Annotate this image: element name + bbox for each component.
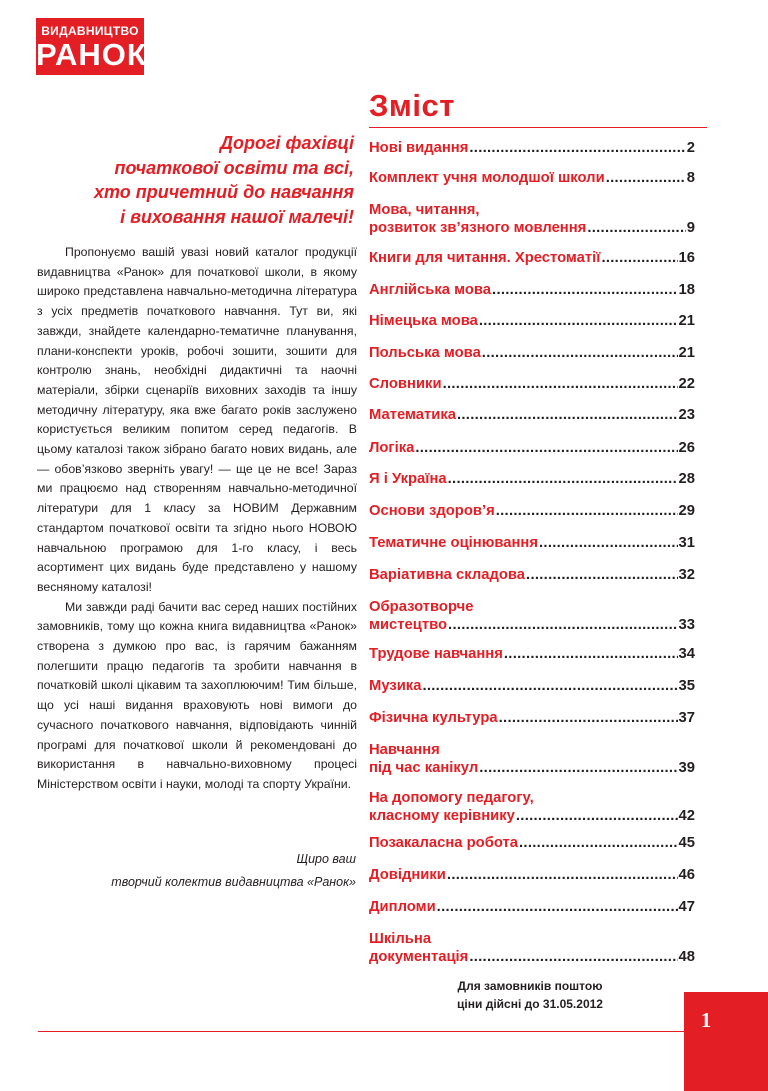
toc-dot-leader [422, 677, 677, 695]
toc-dot-leader [479, 312, 678, 330]
toc-item-row [369, 709, 695, 727]
toc-dot-leader [457, 406, 678, 424]
page-number-tab [684, 992, 768, 1091]
toc-item-row [369, 344, 695, 362]
toc-item-title: Англійська мова [369, 282, 492, 298]
toc-item-page: 31 [678, 535, 695, 551]
toc-item-page: 35 [678, 678, 695, 694]
page-number: 1 [700, 1008, 712, 1032]
toc-item-page: 26 [678, 440, 695, 456]
price-note [440, 977, 620, 1013]
footer-rule [38, 1031, 684, 1032]
toc-item-row [369, 741, 695, 759]
toc-item [369, 139, 695, 157]
toc-dot-leader [437, 898, 678, 916]
toc-item-title: Мова, читання, [369, 202, 480, 218]
toc-item-page: 29 [678, 503, 695, 519]
price-note-line-2: ціни дійсні до 31.05.2012 [457, 997, 603, 1011]
toc-item-row [369, 807, 695, 825]
toc-item-row [369, 759, 695, 777]
toc-item [369, 281, 695, 299]
toc-item-row [369, 948, 695, 966]
toc-item [369, 439, 695, 457]
toc-item-title: Я і Україна [369, 471, 447, 487]
signature-line-1: Щиро ваш [296, 852, 356, 866]
toc-item-title: Німецька мова [369, 313, 478, 329]
toc-item-row [369, 169, 695, 187]
signature-line-2: творчий колектив видавництва «Ранок» [111, 875, 356, 889]
toc-item [369, 789, 695, 825]
toc-item-row [369, 312, 695, 330]
toc-dot-leader [469, 948, 677, 966]
toc-item-row [369, 598, 695, 616]
toc-item-title: Польська мова [369, 345, 481, 361]
toc-item [369, 709, 695, 727]
toc-dot-leader [519, 834, 678, 852]
toc-item-page: 45 [678, 835, 695, 851]
toc-item-title: Довідники [369, 867, 446, 883]
toc-item-page: 32 [678, 567, 695, 583]
toc-item [369, 169, 695, 187]
publisher-logo [36, 18, 147, 75]
toc-item-page: 18 [678, 282, 695, 298]
toc-item [369, 677, 695, 695]
logo-line-2: РАНОК [36, 37, 147, 72]
toc-item [369, 249, 695, 267]
toc-item-page: 46 [678, 867, 695, 883]
toc-item-page: 16 [678, 250, 695, 266]
toc-item [369, 866, 695, 884]
toc-dot-leader [415, 439, 677, 457]
toc-item [369, 502, 695, 520]
greeting-line: і виховання нашої малечі! [120, 206, 354, 227]
toc-item-row [369, 139, 695, 157]
toc-item-page: 28 [678, 471, 695, 487]
toc-item-row [369, 616, 695, 634]
toc-item-title: Трудове навчання [369, 646, 503, 662]
toc-item-title: Логіка [369, 440, 415, 456]
toc-dot-leader [479, 759, 677, 777]
toc-dot-leader [448, 616, 678, 634]
toc-item-row [369, 219, 695, 237]
toc-item-row [369, 866, 695, 884]
toc-item-title: Нові видання [369, 140, 469, 156]
price-note-line-1: Для замовників поштою [457, 979, 603, 993]
toc-item-row [369, 201, 695, 219]
greeting-line: Дорогі фахівці [219, 133, 354, 153]
toc-item-title: Фізична культура [369, 710, 498, 726]
toc-dot-leader [606, 169, 686, 187]
toc-item [369, 598, 695, 634]
toc-item-row [369, 281, 695, 299]
toc-item-row [369, 406, 695, 424]
toc-item [369, 566, 695, 584]
toc-item-title: Шкільна [369, 931, 432, 947]
toc-item-page: 22 [678, 376, 695, 392]
toc-dot-leader [469, 139, 685, 157]
toc-item-title: Комплект учня молодшої школи [369, 170, 605, 186]
toc-item-row [369, 677, 695, 695]
toc-item-title: Математика [369, 407, 456, 423]
toc-dot-leader [447, 866, 678, 884]
toc-item-row [369, 249, 695, 267]
toc-item-title: Словники [369, 376, 442, 392]
toc-item [369, 201, 695, 237]
intro-paragraph-1: Пропонуємо вашій увазі новий каталог продукції видавництва «Ранок» для початкової школи, в якому широко представлена навчально-методична література з усіх предметів початкового навчання. Тут ви, які завжди, знайдете календарно-тематичне планування, плани-конспекти уроків, робочі зошити, зошити для контролю знань, необхідні дидактичні та наочні матеріали, збірки сценаріїв виховних заходів та іншу методичну літературу, яка вже багато років заслужено користується великим попитом серед педагогів. В цьому каталозі також зібрано багато нових видань, але — обов’язково зверніть увагу! — ще це не все! Зараз ми працюємо над створенням навчально-методичної літератури для 1 класу за НОВИМ Державним стандартом початкової освіти та згідно нього НОВОЮ навчальною програмою для 1-го класу, і весь асортимент цих видань буде представлено у нашому весняному каталозі! [37, 245, 357, 594]
toc-item-title: Основи здоров’я [369, 503, 495, 519]
toc-item-row [369, 834, 695, 852]
toc-divider [369, 127, 707, 128]
toc-item-page: 48 [678, 949, 695, 965]
logo-line-1: ВИДАВНИЦТВО [41, 24, 139, 38]
toc-dot-leader [587, 219, 685, 237]
toc-item-row [369, 898, 695, 916]
toc-item-title: Музика [369, 678, 422, 694]
toc-item [369, 344, 695, 362]
toc-item-title: розвиток зв’язного мовлення [369, 220, 587, 236]
toc-dot-leader [499, 709, 678, 727]
toc-item-title: Варіативна складова [369, 567, 526, 583]
toc-item-page: 34 [678, 646, 695, 662]
toc-item [369, 470, 695, 488]
intro-text [37, 243, 357, 795]
toc-item-page: 47 [678, 899, 695, 915]
toc-dot-leader [539, 534, 678, 552]
toc-item-title: мистецтво [369, 617, 448, 633]
toc-item-page: 39 [678, 760, 695, 776]
toc-item-title: документація [369, 949, 469, 965]
toc-item-row [369, 439, 695, 457]
toc-item-page: 2 [686, 140, 695, 156]
toc-item-title: Навчання [369, 742, 440, 758]
toc-item [369, 312, 695, 330]
toc-item [369, 741, 695, 777]
toc-item-title: Книги для читання. Хрестоматії [369, 250, 601, 266]
toc-item-row [369, 502, 695, 520]
toc-dot-leader [482, 344, 678, 362]
toc-item-row [369, 534, 695, 552]
toc-item-title: під час канікул [369, 760, 479, 776]
toc-item-row [369, 789, 695, 807]
intro-paragraph-2: Ми завжди раді бачити вас серед наших постійних замовників, тому що кожна книга видавництва «Ранок» створена з думкою про вас, із гарячим бажанням полегшити працю педагогів та зробити навчання в початковій школі цікавим та захоплюючим! Тим більше, що усі наші видання враховують нові вимоги до сучасного початкового навчання, відповідають чинній програмі для початкової школи й рекомендовані до використання в навчально-виховному процесі Міністерством освіти і науки, молоді та спорту України. [37, 599, 357, 791]
toc-dot-leader [504, 645, 678, 663]
toc-item-page: 33 [678, 617, 695, 633]
toc-item-page: 8 [686, 170, 695, 186]
toc-dot-leader [492, 281, 678, 299]
toc-item [369, 534, 695, 552]
toc-item-page: 37 [678, 710, 695, 726]
toc-item [369, 375, 695, 393]
toc-item-row [369, 470, 695, 488]
toc-item-row [369, 375, 695, 393]
toc-dot-leader [601, 249, 677, 267]
toc-item-page: 9 [686, 220, 695, 236]
toc-item-title: класному керівнику [369, 808, 515, 824]
toc-item-row [369, 930, 695, 948]
toc-item [369, 898, 695, 916]
toc-item-row [369, 645, 695, 663]
greeting [60, 131, 354, 229]
greeting-line: початкової освіти та всі, [114, 157, 354, 178]
toc-item-title: Позакаласна робота [369, 835, 519, 851]
toc-title: Зміст [369, 88, 455, 123]
toc-item-title: Тематичне оцінювання [369, 535, 538, 551]
toc-dot-leader [443, 375, 678, 393]
toc-item-title: На допомогу педагогу, [369, 790, 534, 806]
toc-dot-leader [448, 470, 678, 488]
toc-item-page: 21 [678, 345, 695, 361]
toc-item-row [369, 566, 695, 584]
greeting-line: хто причетний до навчання [94, 182, 354, 202]
toc-item-title: Образотворче [369, 599, 474, 615]
toc-dot-leader [496, 502, 678, 520]
toc-dot-leader [526, 566, 678, 584]
toc-dot-leader [516, 807, 678, 825]
toc-item-title: Дипломи [369, 899, 436, 915]
toc-item [369, 406, 695, 424]
toc-item [369, 930, 695, 966]
toc-item-page: 42 [678, 808, 695, 824]
toc-item [369, 645, 695, 663]
toc-item [369, 834, 695, 852]
toc-item-page: 21 [678, 313, 695, 329]
toc-item-page: 23 [678, 407, 695, 423]
